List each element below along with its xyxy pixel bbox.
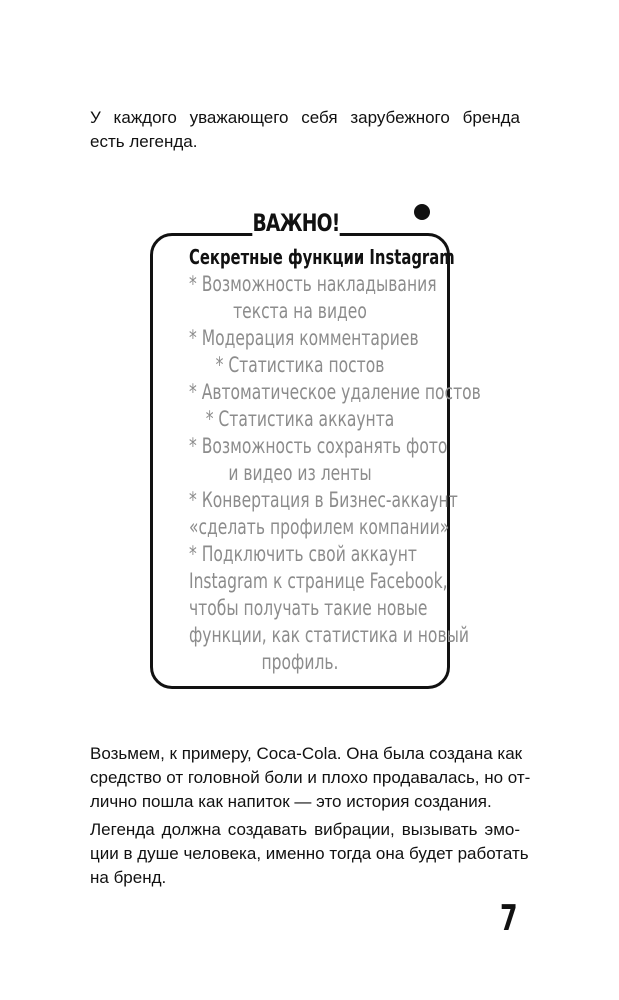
callout-line: * Возможность сохранять фото [189,434,448,458]
body-line: Легенда должна создавать вибрации, вызывать эмо- [90,820,520,839]
callout-line: функции, как статистика и новый [189,623,469,647]
callout-line: * Статистика постов [215,353,385,377]
callout-heading: Секретные функции Instagram [189,245,455,269]
callout-line: * Автоматическое удаление постов [189,380,481,404]
body-line: ции в душе человека, именно тогда она будет работать [90,844,529,863]
callout-body [150,244,481,676]
body-paragraph-1 [90,742,531,814]
intro-line-1: У каждого уважающего себя зарубежного бренда [90,108,520,127]
body-line: средство от головной боли и плохо продавалась, но от- [90,768,531,787]
callout-line: * Возможность накладывания [189,272,437,296]
body-line: Возьмем, к примеру, Coca-Cola. Она была создана как [90,744,523,763]
bullet-dot [414,204,430,220]
intro-paragraph [90,106,520,154]
callout-line: * Подключить свой аккаунт [189,542,417,566]
body-line: лично пошла как напиток — это история создания. [90,792,492,811]
page-number: 7 [500,898,518,939]
body-paragraph-2 [90,818,529,890]
callout-line: и видео из ленты [228,461,372,485]
callout-line: текста на видео [233,299,367,323]
callout-line: * Модерация комментариев [189,326,419,350]
callout-line: * Статистика аккаунта [205,407,395,431]
callout-line: «сделать профилем компании» [189,515,450,539]
body-line: на бренд. [90,868,167,887]
callout-title: ВАЖНО! [252,209,340,237]
callout-line: чтобы получать такие новые [189,596,428,620]
callout-line: * Конвертация в Бизнес-аккаунт [189,488,458,512]
callout-line: Instagram к странице Facebook, [189,569,448,593]
intro-line-2: есть легенда. [90,132,198,151]
callout-line: профиль. [261,650,339,674]
